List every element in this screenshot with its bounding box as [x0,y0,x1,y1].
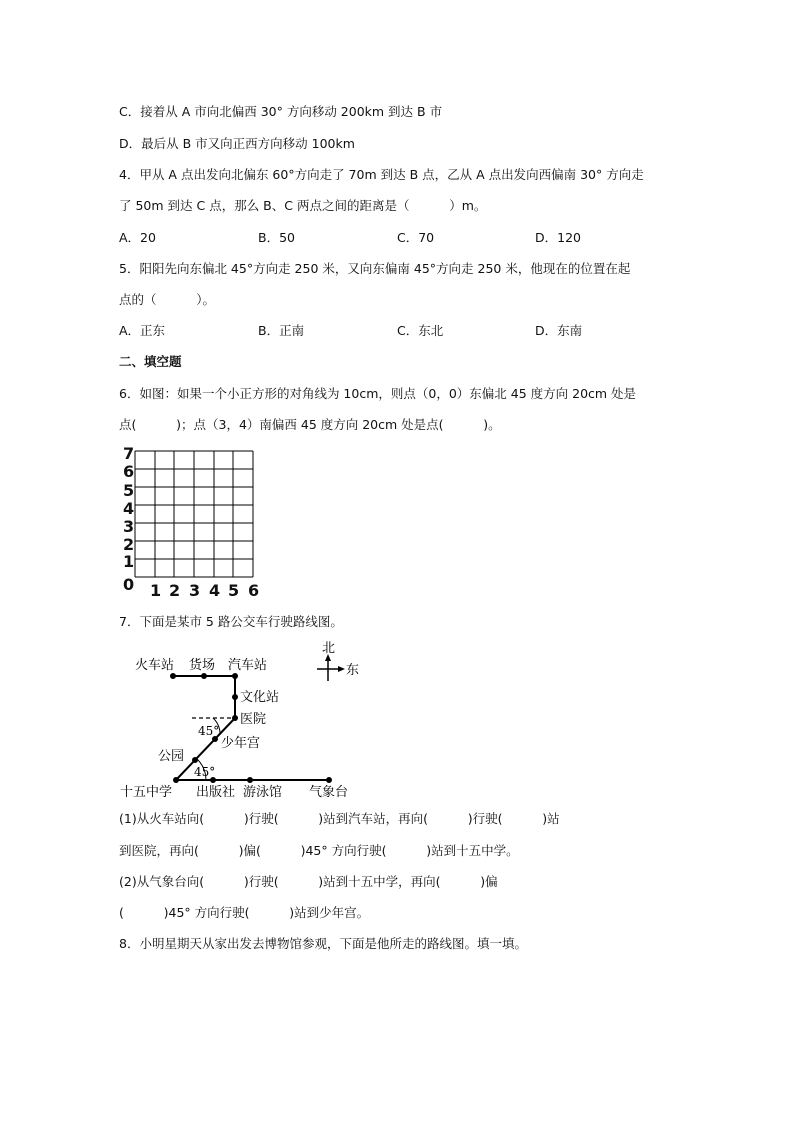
station-label-hospital: 医院 [240,712,267,727]
q5-option-a[interactable]: A．正东 [119,323,166,338]
station-label-train: 火车站 [135,658,175,673]
question-7-line: 7．下面是某市 5 路公交车行驶路线图。 [119,614,343,629]
question-5-line-1: 5．阳阳先向东偏北 45°方向走 250 米，又向东偏南 45°方向走 250 米，他现在的位置在起 [119,261,631,276]
question-8-line: 8．小明星期天从家出发去博物馆参观，下面是他所走的路线图。填一填。 [119,936,527,951]
q4-option-d[interactable]: D．120 [535,230,581,245]
question-5-line-2: 点的（ ）。 [119,292,215,307]
station-dot-hospital [232,715,238,721]
station-label-press: 出版社 [196,785,236,800]
x-label-4: 4 [209,581,221,600]
x-label-1: 1 [150,581,162,600]
q4-option-b[interactable]: B．50 [258,230,295,245]
station-label-bus: 汽车站 [228,658,268,673]
question-7-part-1-line-1: (1)从火车站向( )行驶( )站到汽车站，再向( )行驶( )站 [119,811,560,826]
angle-label-school: 45° [194,765,216,779]
question-6-line-2: 点( )；点（3，4）南偏西 45 度方向 20cm 处是点( )。 [119,417,501,432]
question-4-line-1: 4．甲从 A 点出发向北偏东 60°方向走了 70m 到达 B 点，乙从 A 点出发向西偏南 30° 方向走 [119,167,644,182]
y-label-2: 2 [123,535,135,554]
question-6-line-1: 6．如图：如果一个小正方形的对角线为 10cm，则点（0，0）东偏北 45 度方向 20cm 处是 [119,386,637,401]
question-7-part-2-line-2: ( )45° 方向行驶( )站到少年宫。 [119,905,370,920]
station-label-school15: 十五中学 [120,785,173,800]
q4-option-c[interactable]: C．70 [397,230,435,245]
station-dot-bus [232,673,238,679]
section-heading-fill-in: 二、填空题 [119,354,182,369]
station-label-cargo: 货场 [189,658,216,673]
x-label-6: 6 [248,581,260,600]
origin-label: 0 [123,575,135,594]
y-label-1: 1 [123,552,135,571]
coordinate-grid-figure [118,446,268,600]
x-label-2: 2 [169,581,181,600]
y-label-5: 5 [123,481,135,500]
station-label-park: 公园 [158,749,185,764]
grid-lines [118,446,268,600]
y-label-4: 4 [123,499,135,518]
compass-east-label: 东 [346,663,360,678]
bus-route-map [114,638,374,803]
angle-label-hospital: 45° [198,724,220,738]
station-label-weather: 气象台 [309,785,349,800]
question-4-line-2: 了 50m 到达 C 点，那么 B、C 两点之间的距离是（ ）m。 [119,198,487,213]
east-arrow-icon [338,666,345,672]
station-dot-train [170,673,176,679]
question-7-part-1-line-2: 到医院，再向( )偏( )45° 方向行驶( )站到十五中学。 [119,843,519,858]
station-dot-park [192,757,198,763]
q5-option-b[interactable]: B．正南 [258,323,305,338]
y-label-3: 3 [123,517,135,536]
y-label-6: 6 [123,462,135,481]
x-label-3: 3 [189,581,201,600]
compass-north-label: 北 [322,641,336,656]
option-d-line: D．最后从 B 市又向正西方向移动 100km [119,136,355,151]
q5-option-d[interactable]: D．东南 [535,323,583,338]
station-label-culture: 文化站 [240,690,280,705]
station-dot-school15 [173,777,179,783]
x-label-5: 5 [228,581,240,600]
q4-option-a[interactable]: A．20 [119,230,156,245]
station-dot-swim [247,777,253,783]
q5-option-c[interactable]: C．东北 [397,323,444,338]
station-dot-weather [326,777,332,783]
station-dot-culture [232,694,238,700]
option-c-line: C．接着从 A 市向北偏西 30° 方向移动 200km 到达 B 市 [119,104,443,119]
station-dot-cargo [201,673,207,679]
question-7-part-2-line-1: (2)从气象台向( )行驶( )站到十五中学，再向( )偏 [119,874,498,889]
y-label-7: 7 [123,444,135,463]
station-label-youth: 少年宫 [221,736,261,751]
station-label-swim: 游泳馆 [243,785,283,800]
